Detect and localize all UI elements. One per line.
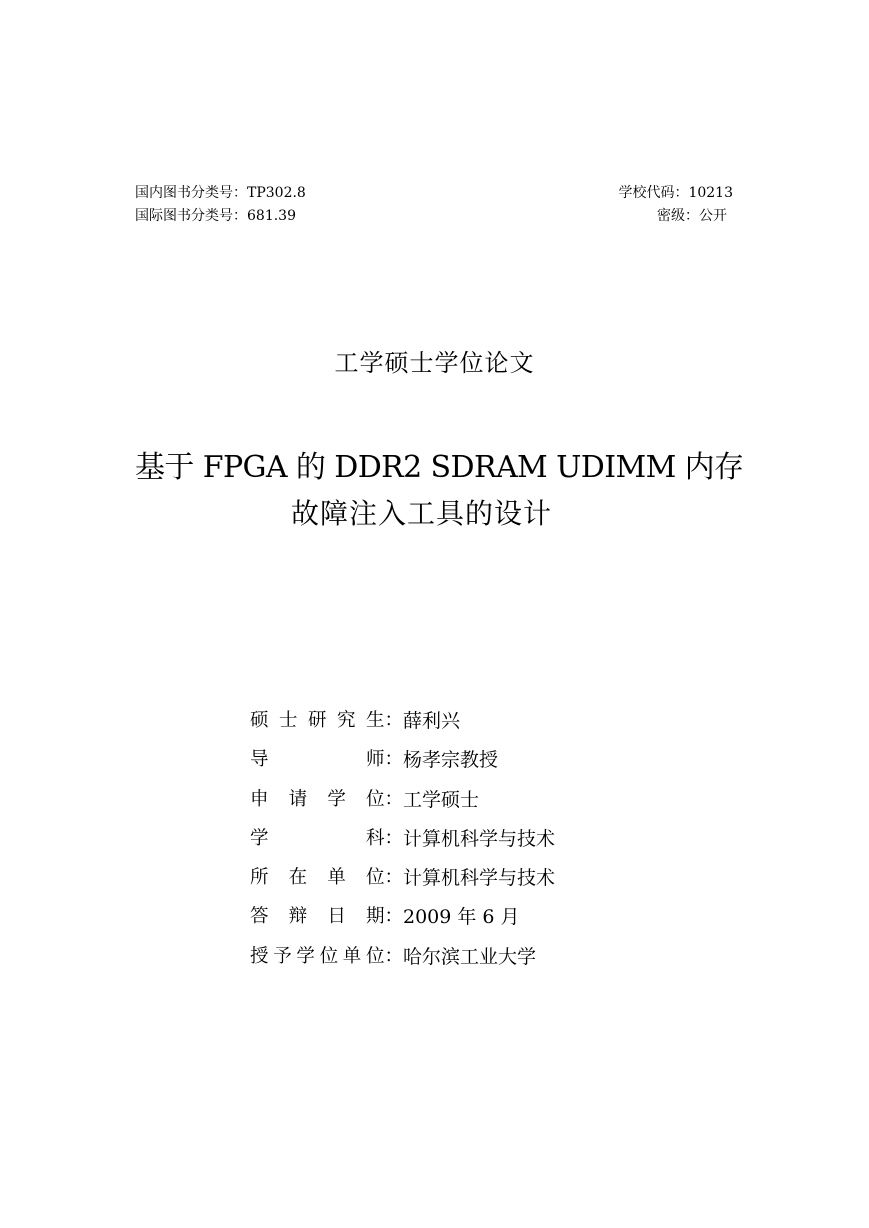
school-code: 学校代码：10213 [618,185,733,201]
info-value-advisor: 杨孝宗教授 [403,749,499,772]
info-label-department: 所 在 单 位： [250,867,403,889]
info-label-degree: 申 请 学 位： [250,788,403,810]
degree-title: 工学硕士学位论文 [334,349,535,377]
international-classification: 国际图书分类号：681.39 [135,208,296,224]
info-label-university: 授 予 学 位 单 位： [250,945,403,967]
info-label-student: 硕 士 研 究 生： [250,710,403,731]
info-value-department: 计算机科学与技术 [403,867,556,890]
info-value-discipline: 计算机科学与技术 [403,827,556,850]
security-level: 密级：公开 [657,208,727,224]
info-value-degree: 工学硕士 [403,788,480,811]
info-value-defense-date: 2009 年 6 月 [403,906,520,929]
info-label-defense-date: 答 辩 日 期： [250,906,403,928]
thesis-title-line-1: 基于 FPGA 的 DDR2 SDRAM UDIMM 内存 [135,450,744,485]
thesis-title-line-2: 故障注入工具的设计 [291,497,553,530]
info-label-advisor: 导 师： [250,749,403,771]
domestic-classification: 国内图书分类号：TP302.8 [135,185,306,201]
info-value-university: 哈尔滨工业大学 [403,945,537,968]
info-label-discipline: 学 科： [250,827,403,849]
info-value-student: 薛利兴 [403,710,461,732]
